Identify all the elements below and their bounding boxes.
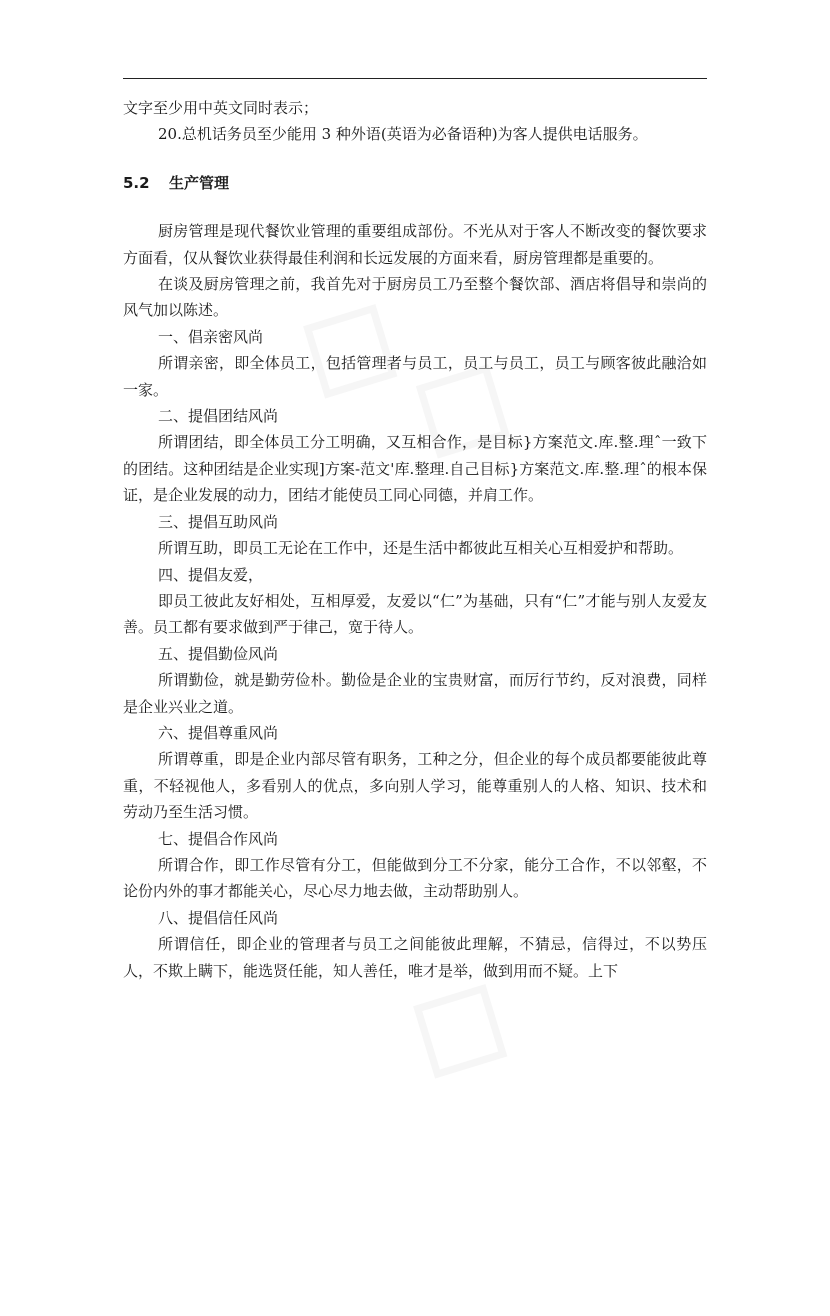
paragraph: 即员工彼此友好相处，互相厚爱，友爱以“仁”为基础，只有“仁”才能与别人友爱友善。员工都有要求做到严于律己，宽于待人。 (123, 591, 707, 637)
paragraph: 在谈及厨房管理之前，我首先对于厨房员工乃至整个餐饮部、酒店将倡导和崇尚的风气加以陈述。 (123, 275, 707, 320)
paragraph: 所谓团结，即全体员工分工明确，又互相合作，是目标}方案范文.库.整.理ˆ一致下的团结。这种团结是企业实现]方案-范文'库.整理.自己目标}方案范文.库.整.理ˆ的根本保证，是企业发展的动力，团结才能使员工同心同德，并肩工作。 (123, 433, 707, 505)
paragraph: 所谓合作，即工作尽管有分工，但能做到分工不分家，能分工合作，不以邻壑，不论份内外的事才都能关心，尽心尽力地去做，主动帮助别人。 (123, 855, 707, 901)
paragraph: 所谓信任，即企业的管理者与员工之间能彼此理解，不猜忌，信得过，不以势压人，不欺上瞒下，能选贤任能，知人善任，唯才是举，做到用而不疑。上下 (123, 935, 707, 980)
document-body (123, 95, 707, 984)
list-heading: 八、提倡信任风尚 (158, 908, 279, 927)
list-heading: 六、提倡尊重风尚 (158, 723, 279, 742)
header-rule (123, 78, 707, 79)
paragraph: 所谓尊重，即是企业内部尽管有职务，工种之分，但企业的每个成员都要能彼此尊重，不轻视他人，多看别人的优点，多向别人学习，能尊重别人的人格、知识、技术和劳动乃至生活习惯。 (123, 750, 707, 822)
list-heading: 五、提倡勤俭风尚 (158, 644, 279, 663)
paragraph: 所谓勤俭，就是勤劳俭朴。勤俭是企业的宝贵财富，而厉行节约，反对浪费，同样是企业兴业之道。 (123, 671, 707, 716)
list-heading: 三、提倡互助风尚 (158, 512, 279, 531)
section-title: 生产管理 (169, 173, 230, 192)
paragraph: 所谓互助，即员工无论在工作中，还是生活中都彼此互相关心互相爱护和帮助。 (158, 539, 684, 558)
list-heading: 一、倡亲密风尚 (158, 327, 264, 346)
paragraph: 文字至少用中英文同时表示； (123, 99, 319, 117)
list-heading: 七、提倡合作风尚 (158, 829, 279, 848)
list-heading: 四、提倡友爱， (158, 565, 264, 584)
paragraph: 20.总机话务员至少能用 3 种外语(英语为必备语种)为客人提供电话服务。 (158, 125, 648, 144)
section-heading (123, 170, 707, 196)
list-heading: 二、提倡团结风尚 (158, 407, 279, 426)
section-number: 5.2 (123, 173, 150, 192)
paragraph: 所谓亲密，即全体员工，包括管理者与员工，员工与员工，员工与顾客彼此融洽如一家。 (123, 354, 707, 399)
paragraph: 厨房管理是现代餐饮业管理的重要组成部份。不光从对于客人不断改变的餐饮要求方面看，仅从餐饮业获得最佳利润和长远发展的方面来看，厨房管理都是重要的。 (123, 222, 707, 267)
